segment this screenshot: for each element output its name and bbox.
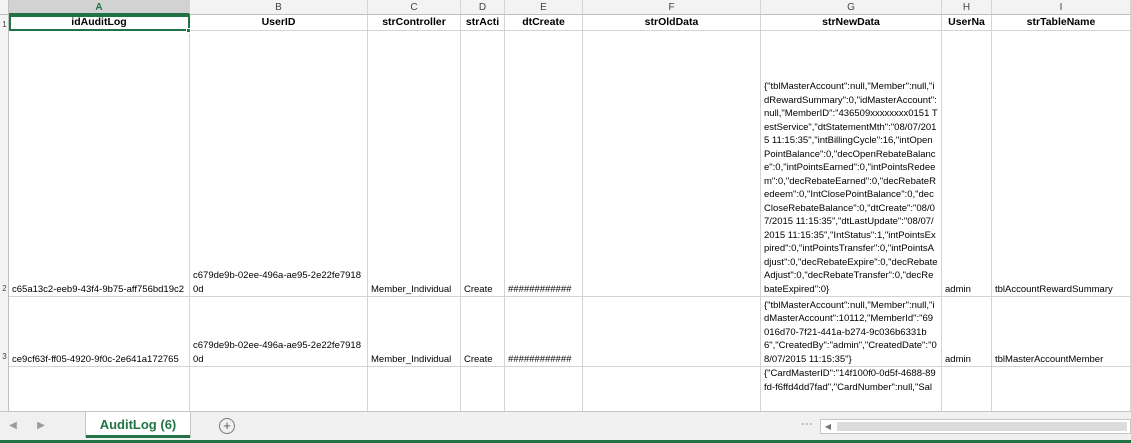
cell-text: {"tblMasterAccount":null,"Member":null,"idMasterAccount":10112,"MemberId":"69016d70-7f21-441a-b274-9c036b6331b6","CreatedBy":"admin","CreatedDate":"08/07/2015 11:15:35"} — [764, 299, 937, 365]
header-cell-straction[interactable]: strActi — [461, 15, 505, 31]
row-number[interactable]: 2 — [2, 284, 7, 293]
cell-text: admin — [945, 353, 971, 365]
cell-userid[interactable] — [190, 31, 368, 297]
cell-dtcreate[interactable] — [505, 31, 583, 297]
cell-strtablename[interactable] — [992, 367, 1131, 411]
cell-strnewdata[interactable]: {"CardMasterID":"14f100f0-0d5f-4688-89fd-f6ffd4dd7fad","CardNumber":null,"Sal — [761, 367, 942, 411]
column-header-g[interactable]: G — [761, 0, 942, 15]
cell-idauditlog[interactable] — [9, 31, 190, 297]
horizontal-scrollbar[interactable] — [820, 419, 1131, 434]
column-header-e[interactable]: E — [505, 0, 583, 15]
header-cell-strnewdata[interactable]: strNewData — [761, 15, 942, 31]
cell-text: ############ — [508, 283, 572, 295]
header-cell-username[interactable]: UserNa — [942, 15, 992, 31]
cell-text: Create — [464, 353, 493, 365]
header-cell-userid[interactable]: UserID — [190, 15, 368, 31]
cell-text: admin — [945, 283, 971, 295]
row-number[interactable]: 3 — [2, 352, 7, 361]
cell-dtcreate[interactable] — [505, 367, 583, 411]
cell-strcontroller[interactable] — [368, 297, 461, 367]
row-number[interactable]: 1 — [2, 20, 7, 29]
cell-straction[interactable] — [461, 31, 505, 297]
cell-strnewdata[interactable] — [761, 297, 942, 367]
cell-strolddata[interactable] — [583, 367, 761, 411]
cell-text: c65a13c2-eeb9-43f4-9b75-aff756bd19c2 — [12, 283, 185, 295]
more-options-icon[interactable]: ⋮ — [800, 418, 814, 430]
column-header-c[interactable]: C — [368, 0, 461, 15]
sheet-tab-bar — [0, 411, 1131, 440]
plus-circle-icon[interactable]: + — [219, 418, 235, 434]
cell-idauditlog[interactable] — [9, 367, 190, 411]
cell-text: tblMasterAccountMember — [995, 353, 1104, 365]
cell-username[interactable] — [942, 297, 992, 367]
cell-text: ############ — [508, 353, 572, 365]
cell-userid[interactable] — [190, 367, 368, 411]
column-header-f[interactable]: F — [583, 0, 761, 15]
sheet-tab-auditlog[interactable]: AuditLog (6) — [86, 412, 190, 438]
cell-text: {"tblMasterAccount":null,"Member":null,"idRewardSummary":0,"idMasterAccount":null,"MemberID":"436509xxxxxxxx0151 TestService","dtStatementMth":"08/07/2015 11:15:35","intBillingCycle":16,"intOpenPointBalance":0,"decOpenRebateBalance":0,"intPointsEarned":0,"intPointsRedeem":0,"decRebateEarned":0,"decRebateRedeem":0,"IntClosePointBalance":0,"decCloseRebateBalance":0,"dtCreate":"08/07/2015 11:15:35","dtLastUpdate":"08/07/2015 11:15:35","IntStatus":1,"intPointsExpired":0,"intPointsTransfer":0,"intPointsAdjust":0,"decRebateExpire":0,"decRebateAdjust":0,"decRebateTransfer":0,"decRebateExpired":0} — [764, 81, 938, 295]
cell-strtablename[interactable] — [992, 31, 1131, 297]
header-cell-strtablename[interactable]: strTableName — [992, 15, 1131, 31]
column-header-i[interactable]: I — [992, 0, 1131, 15]
cell-text: Member_Individual — [371, 283, 452, 295]
select-all-corner[interactable] — [0, 0, 9, 15]
cell-straction[interactable] — [461, 297, 505, 367]
scroll-left-icon[interactable]: ◀ — [824, 422, 832, 431]
column-header-b[interactable]: B — [190, 0, 368, 15]
cell-text: Create — [464, 283, 493, 295]
scroll-tabs-right-icon[interactable]: ▶ — [37, 420, 45, 431]
column-header-d[interactable]: D — [461, 0, 505, 15]
cell-strcontroller[interactable] — [368, 31, 461, 297]
column-header-a[interactable]: A — [9, 0, 190, 15]
cell-text: Member_Individual — [371, 353, 452, 365]
cell-strolddata[interactable] — [583, 31, 761, 297]
cell-straction[interactable] — [461, 367, 505, 411]
cell-strolddata[interactable] — [583, 297, 761, 367]
cell-text: c679de9b-02ee-496a-ae95-2e22fe79180d — [193, 270, 361, 295]
cell-username[interactable] — [942, 367, 992, 411]
cell-strtablename[interactable] — [992, 297, 1131, 367]
fill-handle[interactable] — [186, 28, 191, 33]
cell-text: tblAccountRewardSummary — [995, 283, 1113, 295]
cell-idauditlog[interactable] — [9, 297, 190, 367]
cell-text: ce9cf63f-ff05-4920-9f0c-2e641a172765 — [12, 353, 179, 365]
cell-text: c679de9b-02ee-496a-ae95-2e22fe79180d — [193, 340, 361, 365]
scroll-tabs-left-icon[interactable]: ◀ — [9, 420, 17, 431]
column-header-h[interactable]: H — [942, 0, 992, 15]
cell-username[interactable] — [942, 31, 992, 297]
header-cell-strolddata[interactable]: strOldData — [583, 15, 761, 31]
header-cell-dtcreate[interactable]: dtCreate — [505, 15, 583, 31]
header-cell-idauditlog[interactable]: idAuditLog — [9, 15, 190, 31]
cell-userid[interactable] — [190, 297, 368, 367]
cell-strcontroller[interactable] — [368, 367, 461, 411]
cell-dtcreate[interactable] — [505, 297, 583, 367]
cell-strnewdata[interactable] — [761, 31, 942, 297]
header-cell-strcontroller[interactable]: strController — [368, 15, 461, 31]
scrollbar-thumb[interactable] — [837, 422, 1127, 431]
